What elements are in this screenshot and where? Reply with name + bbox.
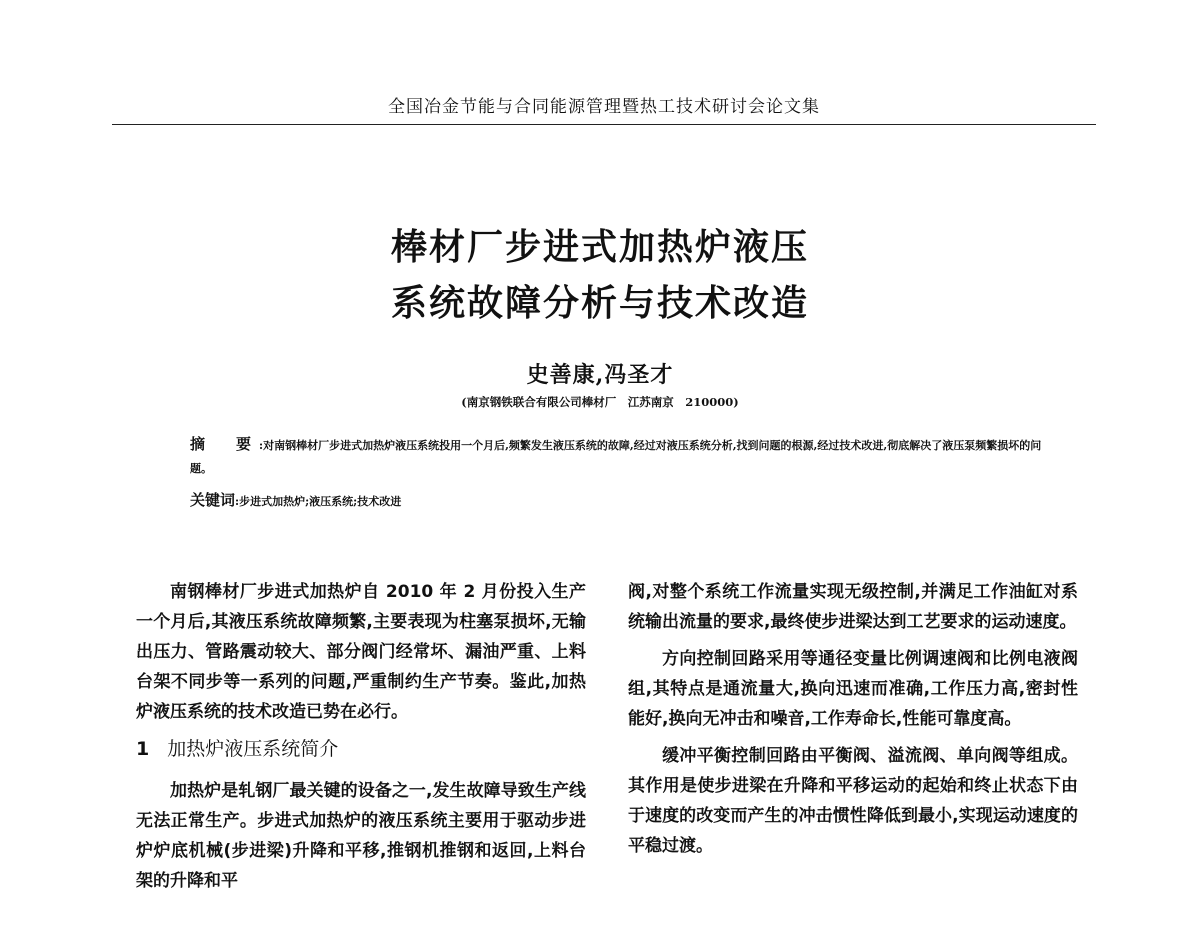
- affiliation: (南京钢铁联合有限公司棒材厂 江苏南京 210000): [461, 395, 739, 409]
- title-line-2: 系统故障分析与技术改造: [390, 283, 809, 324]
- section-title: 加热炉液压系统简介: [167, 738, 339, 760]
- authors: 史善康,冯圣才: [526, 362, 674, 388]
- running-header: 全国冶金节能与合同能源管理暨热工技术研讨会论文集: [388, 97, 820, 117]
- buffer-control-paragraph: 缓冲平衡控制回路由平衡阀、溢流阀、单向阀等组成。其作用是使步进梁在升降和平移运动的起始和终止状态下由于速度的改变而产生的冲击惯性降低到最小,实现运动速度的平稳过渡。: [628, 746, 1078, 856]
- intro-paragraph: 南钢棒材厂步进式加热炉自 2010 年 2 月份投入生产一个月后,其液压系统故障频繁,主要表现为柱塞泵损坏,无输出压力、管路震动较大、部分阀门经常坏、漏油严重、上料台架不同步等一系列的问题,严重制约生产节奏。鉴此,加热炉液压系统的技术改造已势在必行。: [136, 582, 586, 722]
- abstract-text: :对南钢棒材厂步进式加热炉液压系统投用一个月后,频繁发生液压系统的故障,经过对液压系统分析,找到问题的根源,经过技术改进,彻底解决了液压泵频繁损坏的问题。: [190, 439, 1042, 475]
- abstract-label: 摘 要: [190, 435, 260, 453]
- section-paragraph: 加热炉是轧钢厂最关键的设备之一,发生故障导致生产线无法正常生产。步进式加热炉的液压系统主要用于驱动步进炉炉底机械(步进梁)升降和平移,推钢机推钢和返回,上料台架的升降和平: [136, 781, 586, 891]
- keywords-text: :步进式加热炉;液压系统;技术改进: [235, 495, 402, 508]
- title-line-1: 棒材厂步进式加热炉液压: [390, 227, 809, 268]
- header-rule: [112, 124, 1096, 125]
- continued-paragraph: 阀,对整个系统工作流量实现无级控制,并满足工作油缸对系统输出流量的要求,最终使步进梁达到工艺要求的运动速度。: [628, 582, 1078, 632]
- paper-title: [0, 220, 1200, 332]
- body-column-left: [136, 577, 586, 903]
- abstract: [190, 433, 1050, 480]
- keywords: [190, 489, 1050, 510]
- section-heading: [136, 734, 586, 764]
- body-column-right: [628, 577, 1078, 868]
- section-number: 1: [136, 738, 150, 760]
- keywords-label: 关键词: [190, 491, 236, 509]
- direction-control-paragraph: 方向控制回路采用等通径变量比例调速阀和比例电液阀组,其特点是通流量大,换向迅速而准确,工作压力高,密封性能好,换向无冲击和噪音,工作寿命长,性能可靠度高。: [628, 649, 1078, 729]
